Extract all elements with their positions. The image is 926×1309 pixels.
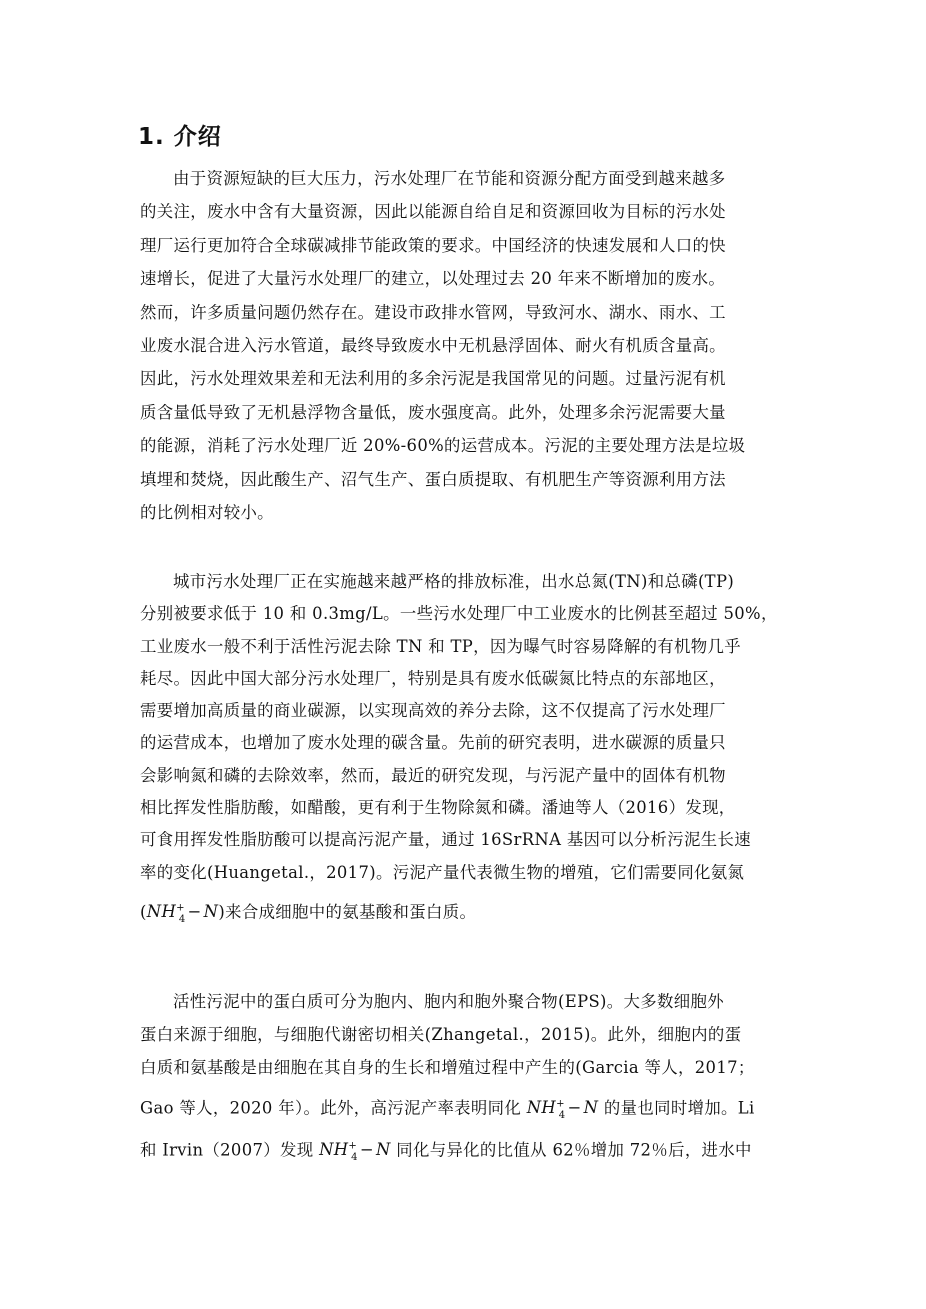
text-line: 的运营成本，也增加了废水处理的碳含量。先前的研究表明，进水碳源的质量只 <box>140 733 726 753</box>
text-line: 业废水混合进入污水管道，最终导致废水中无机悬浮固体、耐火有机质含量高。 <box>140 335 726 355</box>
text-line: 因此，污水处理效果差和无法利用的多余污泥是我国常见的问题。过量污泥有机 <box>140 369 726 389</box>
ammonium-formula: $NH^+_4 - N$ <box>319 1140 391 1163</box>
text-line-with-formula <box>140 889 800 929</box>
text-line: 工业废水一般不利于活性污泥去除 TN 和 TP，因为曝气时容易降解的有机物几乎 <box>140 636 742 656</box>
paragraph-1 <box>140 162 800 529</box>
text-line: 分别被要求低于 10 和 0.3mg/L。一些污水处理厂中工业废水的比例甚至超过 50%， <box>140 604 778 624</box>
text-line: 可食用挥发性脂肪酸可以提高污泥产量，通过 16SrRNA 基因可以分析污泥生长速 <box>140 830 751 850</box>
text-line: 活性污泥中的蛋白质可分为胞内、胞内和胞外聚合物(EPS)。大多数细胞外 <box>173 992 724 1011</box>
text-line: 白质和氨基酸是由细胞在其自身的生长和增殖过程中产生的(Garcia 等人，2017； <box>140 1058 755 1077</box>
section-heading: 1. 介绍 <box>138 124 222 150</box>
text-line: 相比挥发性脂肪酸，如醋酸，更有利于生物除氮和磷。潘迪等人（2016）发现， <box>140 798 736 818</box>
text-line-with-formula: Gao 等人，2020 年）。此外，高污泥产率表明同化 $NH^+_4 - N$ 的量也同时增加。Li <box>140 1098 755 1121</box>
text-line: 耗尽。因此中国大部分污水处理厂，特别是具有废水低碳氮比特点的东部地区， <box>140 668 726 688</box>
text-line: 理厂运行更加符合全球碳减排节能政策的要求。中国经济的快速发展和人口的快 <box>140 235 726 255</box>
text-line: 需要增加高质量的商业碳源，以实现高效的养分去除，这不仅提高了污水处理厂 <box>140 701 726 721</box>
text-line: 填埋和焚烧，因此酸生产、沼气生产、蛋白质提取、有机肥生产等资源利用方法 <box>140 469 726 489</box>
text-line: 由于资源短缺的巨大压力，污水处理厂在节能和资源分配方面受到越来越多 <box>173 169 726 188</box>
text-line: 速增长，促进了大量污水处理厂的建立，以处理过去 20 年来不断增加的废水。 <box>140 269 726 289</box>
text-line: 的能源，消耗了污水处理厂近 20%-60%的运营成本。污泥的主要处理方法是垃圾 <box>140 436 746 456</box>
paragraph-3 <box>140 985 800 1168</box>
text-line: 蛋白来源于细胞，与细胞代谢密切相关(Zhangetal.，2015)。此外，细胞内的蛋 <box>140 1025 742 1044</box>
text-line: 然而，许多质量问题仍然存在。建设市政排水管网，导致河水、湖水、雨水、工 <box>140 302 726 322</box>
text-line: 率的变化(Huangetal.，2017)。污泥产量代表微生物的增殖，它们需要同化氨氮 <box>140 862 745 882</box>
paragraph-2 <box>140 566 800 929</box>
line-tail: )来合成细胞中的氨基酸和蛋白质。 <box>218 902 477 922</box>
text-line: 的关注，废水中含有大量资源，因此以能源自给自足和资源回收为目标的污水处 <box>140 202 726 222</box>
ammonium-formula: $NH^+_4 - N$ <box>146 902 219 925</box>
text-line: 的比例相对较小。 <box>140 502 274 522</box>
text-line-with-formula: 和 Irvin（2007）发现 $NH^+_4 - N$ 同化与异化的比值从 62％增加 72％后，进水中 <box>140 1140 752 1163</box>
paren-open: ( <box>140 902 147 922</box>
text-line: 会影响氮和磷的去除效率，然而，最近的研究发现，与污泥产量中的固体有机物 <box>140 765 726 785</box>
text-line: 城市污水处理厂正在实施越来越严格的排放标准，出水总氮(TN)和总磷(TP) <box>173 572 735 591</box>
ammonium-formula: $NH^+_4 - N$ <box>526 1098 599 1121</box>
text-line: 质含量低导致了无机悬浮物含量低，废水强度高。此外，处理多余污泥需要大量 <box>140 402 726 422</box>
